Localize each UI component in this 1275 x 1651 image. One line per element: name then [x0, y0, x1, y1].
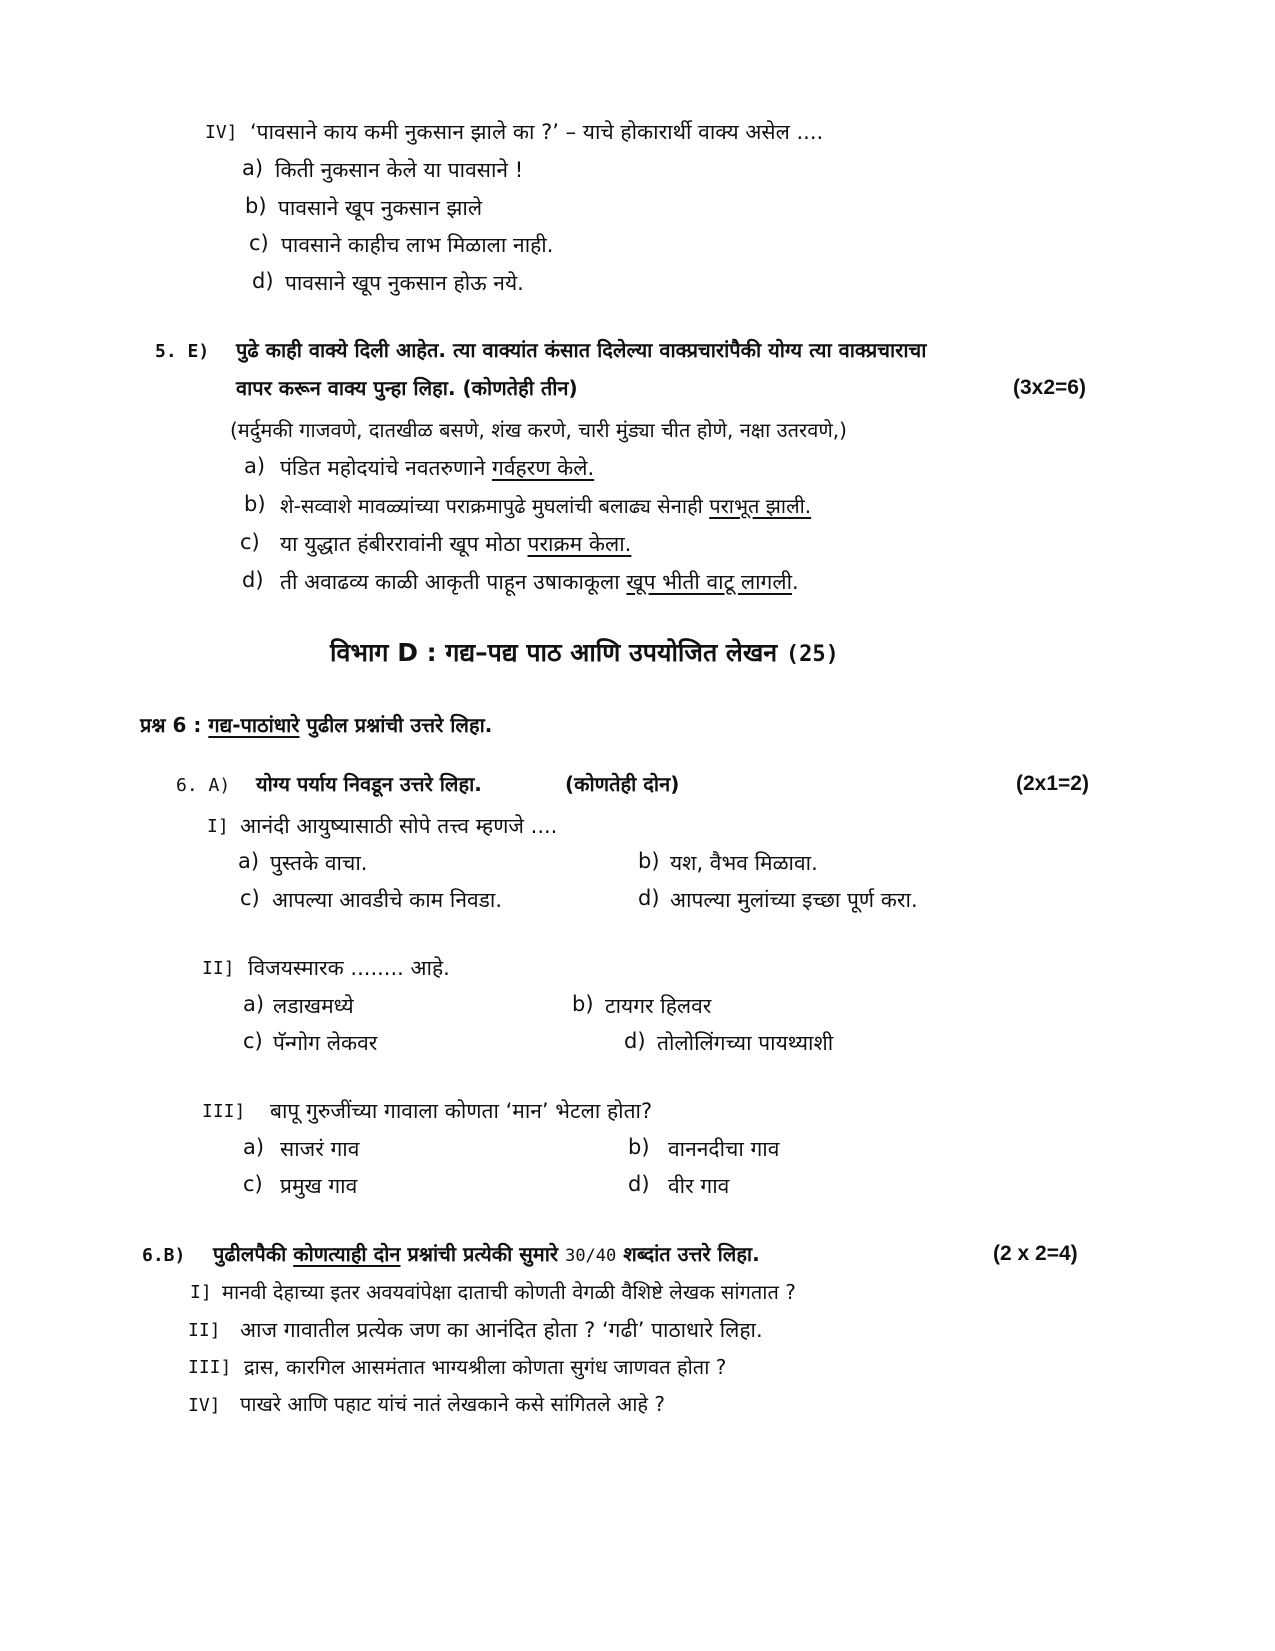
- option-text: आपल्या आवडीचे काम निवडा.: [272, 888, 503, 912]
- option-text: आपल्या मुलांच्या इच्छा पूर्ण करा.: [670, 888, 918, 912]
- question-number: 6. A): [176, 775, 231, 796]
- option-label: a): [243, 992, 265, 1016]
- option-text: प्रमुख गाव: [280, 1174, 358, 1198]
- item-text: या युद्धात हंबीररावांनी खूप मोठा पराक्रम केला.: [280, 532, 632, 556]
- option-label: b): [245, 194, 267, 218]
- question-text: आनंदी आयुष्यासाठी सोपे तत्त्व म्हणजे ....: [240, 814, 558, 838]
- underlined-phrase: खूप भीती वाटू लागली: [626, 570, 793, 594]
- question-text: द्रास, कारगिल आसमंतात भाग्यश्रीला कोणता सुगंध जाणवत होता ?: [244, 1355, 727, 1379]
- phrase-list: (मर्दुमकी गाजवणे, दातखीळ बसणे, शंख करणे, चारी मुंड्या चीत होणे, नक्षा उतरवणे,): [230, 418, 847, 442]
- option-label: d): [638, 886, 660, 910]
- question-heading: प्रश्न 6 : गद्य-पाठांधारे पुढील प्रश्नांची उत्तरे लिहा.: [140, 713, 493, 737]
- option-label: a): [238, 849, 260, 873]
- question-number: III]: [202, 1101, 246, 1122]
- option-text: साजरं गाव: [280, 1137, 360, 1161]
- question-text: बापू गुरुजींच्या गावाला कोणता ‘मान’ भेटला होता?: [270, 1099, 653, 1123]
- marks: (3x2=6): [1013, 376, 1086, 399]
- option-label: d): [252, 269, 274, 293]
- option-text: वीर गाव: [668, 1174, 730, 1198]
- option-text: पावसाने काहीच लाभ मिळाला नाही.: [281, 233, 554, 257]
- option-text: पावसाने खूप नुकसान होऊ नये.: [285, 271, 524, 295]
- item-label: c): [240, 530, 260, 554]
- option-label: c): [243, 1172, 263, 1196]
- question-number: I]: [207, 816, 229, 837]
- option-text: पावसाने खूप नुकसान झाले: [278, 196, 483, 220]
- option-label: c): [243, 1029, 263, 1053]
- marks: (2x1=2): [1016, 772, 1089, 795]
- option-text: तोलोलिंगच्या पायथ्याशी: [657, 1031, 834, 1055]
- question-number: 6.B): [142, 1245, 186, 1266]
- item-text: पंडित महोदयांचे नवतरुणाने गर्वहरण केले.: [280, 456, 595, 480]
- question-text: विजयस्मारक ........ आहे.: [248, 956, 450, 980]
- option-label: c): [240, 886, 260, 910]
- question-text: आज गावातील प्रत्येक जण का आनंदित होता ? ‘गढी’ पाठाधारे लिहा.: [240, 1318, 763, 1342]
- option-text: टायगर हिलवर: [605, 994, 712, 1018]
- question-number: II]: [202, 958, 235, 979]
- option-label: b): [628, 1135, 650, 1159]
- question-text: पुढे काही वाक्ये दिली आहेत. त्या वाक्यांत कंसात दिलेल्या वाक्प्रचारांपैकी योग्य त्या वाक्प्रचाराचा: [236, 338, 927, 362]
- question-title: पुढीलपैकी कोणत्याही दोन प्रश्नांची प्रत्येकी सुमारे 30/40 शब्दांत उत्तरे लिहा.: [213, 1242, 760, 1266]
- question-title: योग्य पर्याय निवडून उत्तरे लिहा.: [256, 772, 482, 796]
- underlined-phrase: गर्वहरण केले.: [492, 456, 595, 480]
- option-label: c): [249, 231, 269, 255]
- item-label: d): [242, 568, 264, 592]
- option-label: d): [628, 1172, 650, 1196]
- item-text: ती अवाढव्य काळी आकृती पाहून उषाकाकूला खूप भीती वाटू लागली.: [280, 570, 799, 594]
- option-text: यश, वैभव मिळावा.: [670, 851, 818, 875]
- option-text: पॅन्गोग लेकवर: [273, 1031, 378, 1055]
- option-text: वाननदीचा गाव: [668, 1137, 780, 1161]
- question-number: III]: [188, 1357, 232, 1378]
- underlined-phrase: पराक्रम केला.: [527, 532, 632, 556]
- option-text: पुस्तके वाचा.: [270, 851, 368, 875]
- marks: (2 x 2=4): [993, 1242, 1078, 1265]
- question-number: I]: [190, 1282, 212, 1303]
- underlined-phrase: कोणत्याही दोन: [293, 1242, 401, 1266]
- question-text: ‘पावसाने काय कमी नुकसान झाले का ?’ – याचे होकारार्थी वाक्य असेल ....: [250, 120, 824, 144]
- option-label: d): [624, 1029, 646, 1053]
- question-number: IV]: [205, 122, 238, 143]
- question-number: IV]: [188, 1395, 221, 1416]
- question-text: मानवी देहाच्या इतर अवयवांपेक्षा दाताची कोणती वेगळी वैशिष्टे लेखक सांगतात ?: [222, 1280, 796, 1304]
- option-label: a): [243, 1135, 265, 1159]
- item-text: शे-सव्वाशे मावळ्यांच्या पराक्रमापुढे मुघलांची बलाढ्य सेनाही पराभूत झाली.: [280, 494, 812, 518]
- question-text: वापर करून वाक्य पुन्हा लिहा. (कोणतेही तीन): [236, 376, 578, 400]
- section-heading: विभाग D : गद्य–पद्य पाठ आणि उपयोजित लेखन (25): [330, 638, 839, 667]
- underlined-phrase: गद्य-पाठांधारे: [208, 713, 300, 737]
- option-text: लडाखमध्ये: [273, 994, 354, 1018]
- question-number: II]: [188, 1320, 221, 1341]
- question-text: पाखरे आणि पहाट यांचं नातं लेखकाने कसे सांगितले आहे ?: [240, 1392, 665, 1416]
- item-label: b): [244, 492, 266, 516]
- item-label: a): [244, 454, 266, 478]
- option-label: b): [638, 849, 660, 873]
- choice-note: (कोणतेही दोन): [565, 772, 680, 796]
- underlined-phrase: पराभूत झाली.: [709, 494, 812, 518]
- option-label: a): [242, 156, 264, 180]
- option-label: b): [572, 992, 594, 1016]
- option-text: किती नुकसान केले या पावसाने !: [275, 158, 524, 182]
- question-number: 5. E): [155, 341, 210, 362]
